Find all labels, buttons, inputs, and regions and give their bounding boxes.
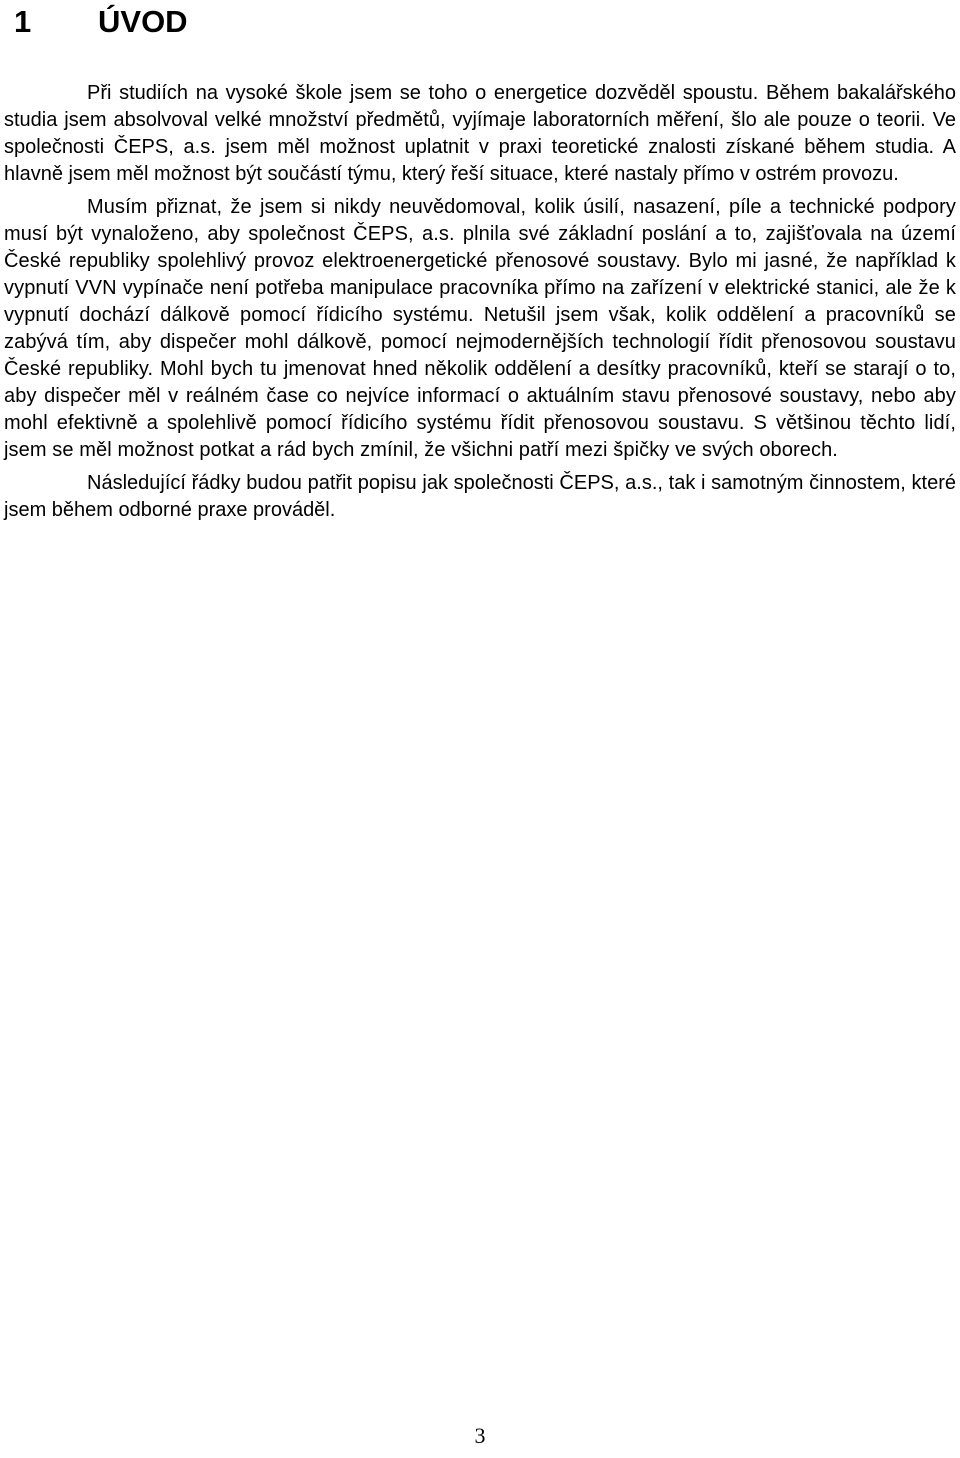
paragraph-2: Musím přiznat, že jsem si nikdy neuvědomoval, kolik úsilí, nasazení, píle a technické podpory musí být vynaloženo, aby společnost ČEPS, a.s. plnila své základní poslání a to, zajišťovala na území České republiky spolehlivý provoz elektroenergetické přenosové soustavy. Bylo mi jasné, že například k vypnutí VVN vypínače není potřeba manipulace pracovníka přímo na zařízení v elektrické stanici, ale že k vypnutí dochází dálkově pomocí řídicího systému. Netušil jsem však, kolik oddělení a pracovníků se zabývá tím, aby dispečer mohl dálkově, pomocí nejmodernějších technologií řídit přenosovou soustavu České republiky. Mohl bych tu jmenovat hned několik oddělení a desítky pracovníků, kteří se starají o to, aby dispečer měl v reálném čase co nejvíce informací o aktuálním stavu přenosové soustavy, nebo aby mohl efektivně a spolehlivě pomocí řídicího systému řídit přenosovou soustavu. S většinou těchto lidí, jsem se měl možnost potkat a rád bych zmínil, že všichni patří mezi špičky ve svých oborech.	[4, 196, 956, 461]
chapter-number: 1	[14, 4, 32, 39]
chapter-heading	[14, 2, 188, 42]
paragraph-3: Následující řádky budou patřit popisu jak společnosti ČEPS, a.s., tak i samotným činnostem, které jsem během odborné praxe prováděl.	[4, 472, 956, 521]
page-number: 3	[474, 1423, 486, 1448]
paragraph-1: Při studiích na vysoké škole jsem se toho o energetice dozvěděl spoustu. Během bakalářského studia jsem absolvoval velké množství předmětů, vyjímaje laboratorních měření, šlo ale pouze o teorii. Ve společnosti ČEPS, a.s. jsem měl možnost uplatnit v praxi teoretické znalosti získané během studia. A hlavně jsem měl možnost být součástí týmu, který řeší situace, které nastaly přímo v ostrém provozu.	[4, 82, 956, 185]
chapter-body	[4, 80, 956, 524]
chapter-title: ÚVOD	[98, 4, 188, 39]
